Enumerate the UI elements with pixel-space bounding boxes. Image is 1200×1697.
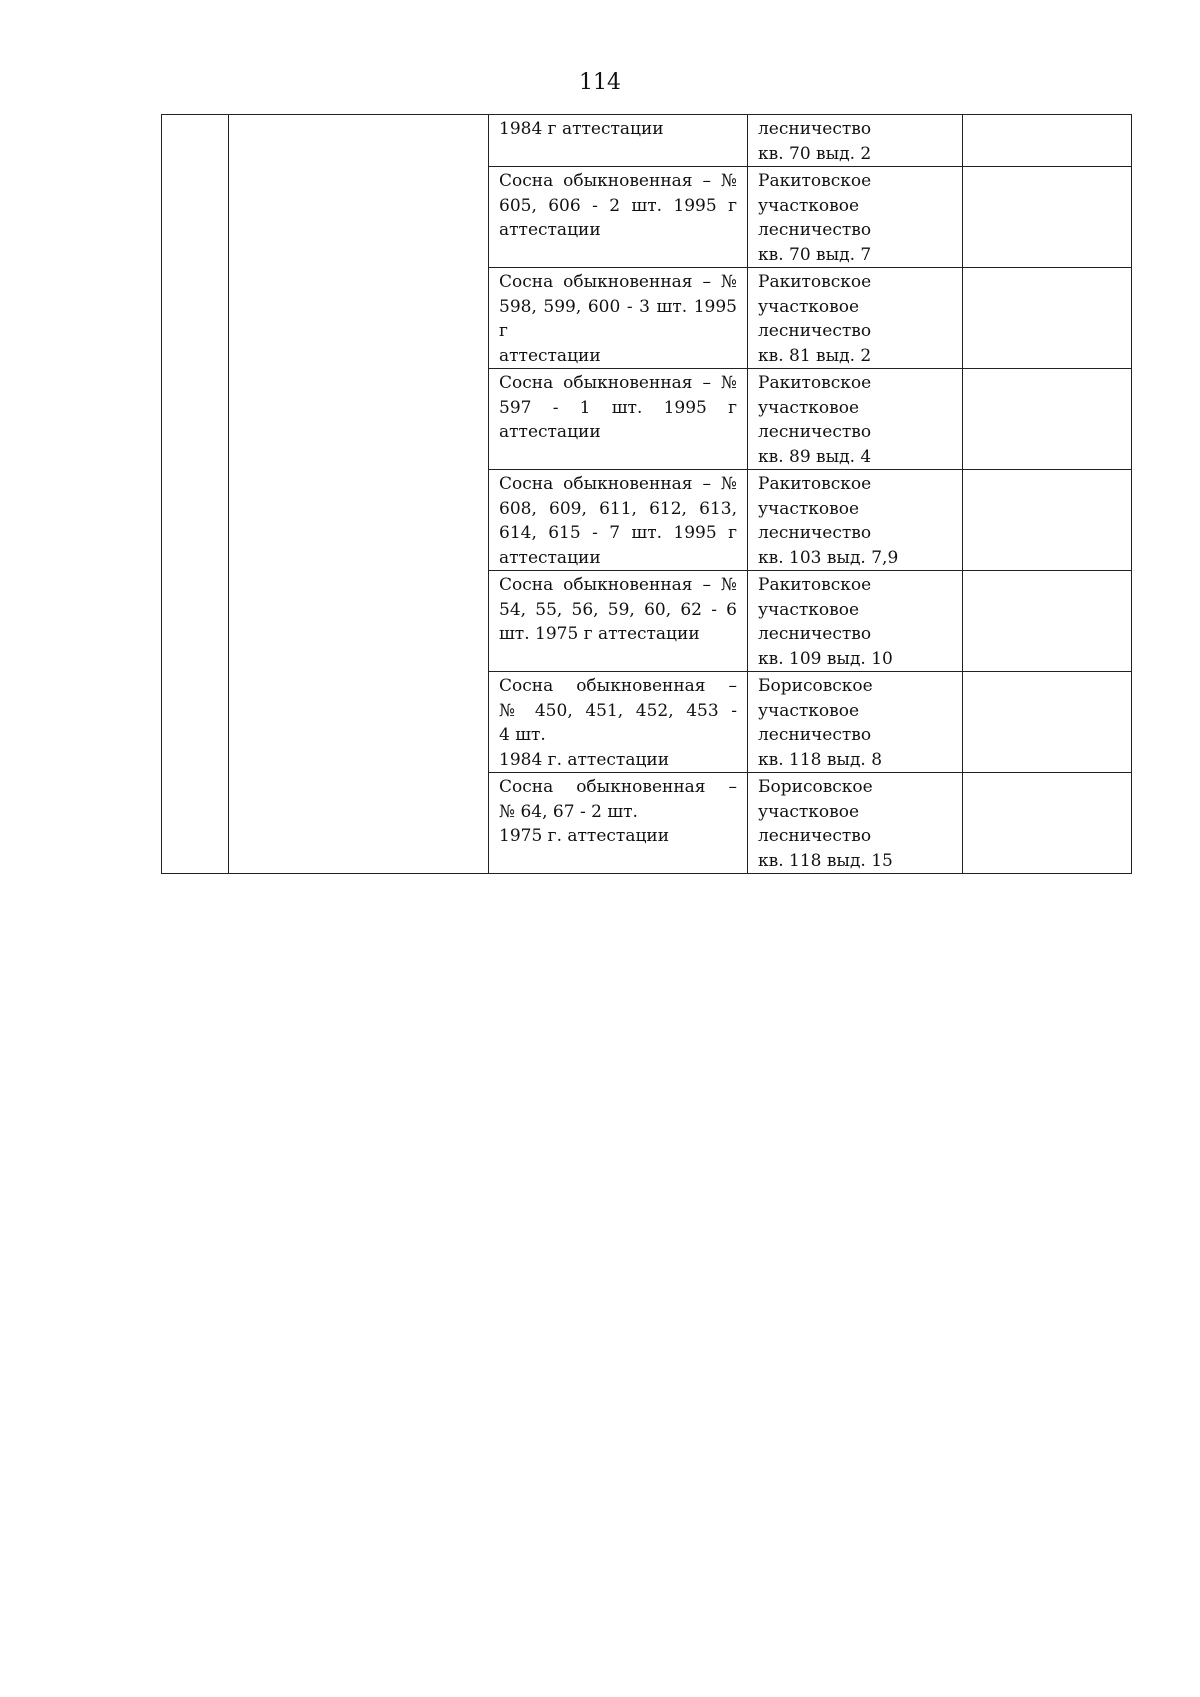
table-row bbox=[162, 115, 1132, 167]
description-line: 614, 615 - 7 шт. 1995 г bbox=[499, 523, 737, 543]
description-line: Сосна обыкновенная – № bbox=[499, 575, 737, 595]
location-line: Ракитовское bbox=[758, 474, 872, 494]
cell-number bbox=[162, 115, 229, 874]
cell-location bbox=[748, 115, 963, 167]
description-line: 4 шт. bbox=[499, 725, 546, 745]
cell-location bbox=[748, 268, 963, 369]
location-line: участковое bbox=[758, 801, 860, 822]
description-line: аттестации bbox=[499, 547, 601, 568]
description-line: 1984 г аттестации bbox=[499, 119, 664, 139]
description-line: Сосна обыкновенная – № bbox=[499, 373, 737, 393]
description-line: Сосна обыкновенная – № bbox=[499, 272, 737, 292]
location-line: кв. 103 выд. 7,9 bbox=[758, 547, 899, 568]
description-line: 605, 606 - 2 шт. 1995 г bbox=[499, 195, 737, 216]
location-line: участковое bbox=[758, 397, 860, 418]
cell-notes bbox=[963, 571, 1132, 672]
location-line: Борисовское bbox=[758, 777, 873, 797]
description-line: аттестации bbox=[499, 220, 601, 240]
cell-notes bbox=[963, 115, 1132, 167]
location-line: лесничество bbox=[758, 422, 872, 442]
location-line: лесничество bbox=[758, 321, 872, 341]
location-line: Ракитовское bbox=[758, 272, 872, 292]
cell-description bbox=[489, 773, 748, 874]
cell-notes bbox=[963, 167, 1132, 268]
location-line: лесничество bbox=[758, 220, 872, 240]
location-line: участковое bbox=[758, 700, 860, 721]
cell-object bbox=[229, 115, 489, 874]
cell-description bbox=[489, 369, 748, 470]
location-line: участковое bbox=[758, 498, 860, 519]
description-line: 608, 609, 611, 612, 613, bbox=[499, 498, 737, 519]
description-line: 54, 55, 56, 59, 60, 62 - 6 bbox=[499, 599, 737, 620]
location-line: кв. 118 выд. 15 bbox=[758, 850, 893, 871]
cell-location bbox=[748, 571, 963, 672]
location-line: лесничество bbox=[758, 624, 872, 644]
location-line: кв. 81 выд. 2 bbox=[758, 345, 872, 366]
description-line: № 64, 67 - 2 шт. bbox=[499, 801, 638, 822]
location-line: кв. 118 выд. 8 bbox=[758, 749, 883, 770]
description-line: Сосна обыкновенная – № bbox=[499, 171, 737, 191]
description-line: Сосна обыкновенная – bbox=[499, 676, 737, 696]
location-line: лесничество bbox=[758, 725, 872, 745]
cell-description bbox=[489, 115, 748, 167]
location-line: Ракитовское bbox=[758, 575, 872, 595]
cell-description bbox=[489, 470, 748, 571]
location-line: участковое bbox=[758, 296, 860, 317]
cell-location bbox=[748, 369, 963, 470]
cell-notes bbox=[963, 369, 1132, 470]
cell-location bbox=[748, 672, 963, 773]
cell-notes bbox=[963, 470, 1132, 571]
location-line: участковое bbox=[758, 195, 860, 216]
page-number: 114 bbox=[579, 70, 621, 95]
location-line: кв. 109 выд. 10 bbox=[758, 648, 893, 669]
location-line: Борисовское bbox=[758, 676, 873, 696]
location-line: лесничество bbox=[758, 523, 872, 543]
cell-notes bbox=[963, 672, 1132, 773]
location-line: кв. 70 выд. 7 bbox=[758, 244, 872, 265]
cell-notes bbox=[963, 268, 1132, 369]
description-line: 597 - 1 шт. 1995 г bbox=[499, 397, 737, 418]
description-line: 1975 г. аттестации bbox=[499, 826, 670, 846]
location-line: кв. 89 выд. 4 bbox=[758, 446, 872, 467]
location-line: лесничество bbox=[758, 119, 872, 139]
location-line: кв. 70 выд. 2 bbox=[758, 143, 872, 164]
description-line: шт. 1975 г аттестации bbox=[499, 624, 700, 644]
location-line: Ракитовское bbox=[758, 171, 872, 191]
description-line: аттестации bbox=[499, 345, 601, 366]
location-line: лесничество bbox=[758, 826, 872, 846]
cell-description bbox=[489, 672, 748, 773]
cell-description bbox=[489, 167, 748, 268]
cell-notes bbox=[963, 773, 1132, 874]
document-table bbox=[161, 114, 1132, 874]
cell-description bbox=[489, 268, 748, 369]
location-line: Ракитовское bbox=[758, 373, 872, 393]
cell-location bbox=[748, 773, 963, 874]
cell-location bbox=[748, 167, 963, 268]
description-line: № 450, 451, 452, 453 - bbox=[499, 700, 737, 721]
description-line: аттестации bbox=[499, 422, 601, 442]
description-line: Сосна обыкновенная – № bbox=[499, 474, 737, 494]
location-line: участковое bbox=[758, 599, 860, 620]
cell-location bbox=[748, 470, 963, 571]
description-line: 1984 г. аттестации bbox=[499, 749, 670, 770]
cell-description bbox=[489, 571, 748, 672]
description-line: Сосна обыкновенная – bbox=[499, 777, 737, 797]
description-line: 598, 599, 600 - 3 шт. 1995 г bbox=[499, 296, 737, 341]
